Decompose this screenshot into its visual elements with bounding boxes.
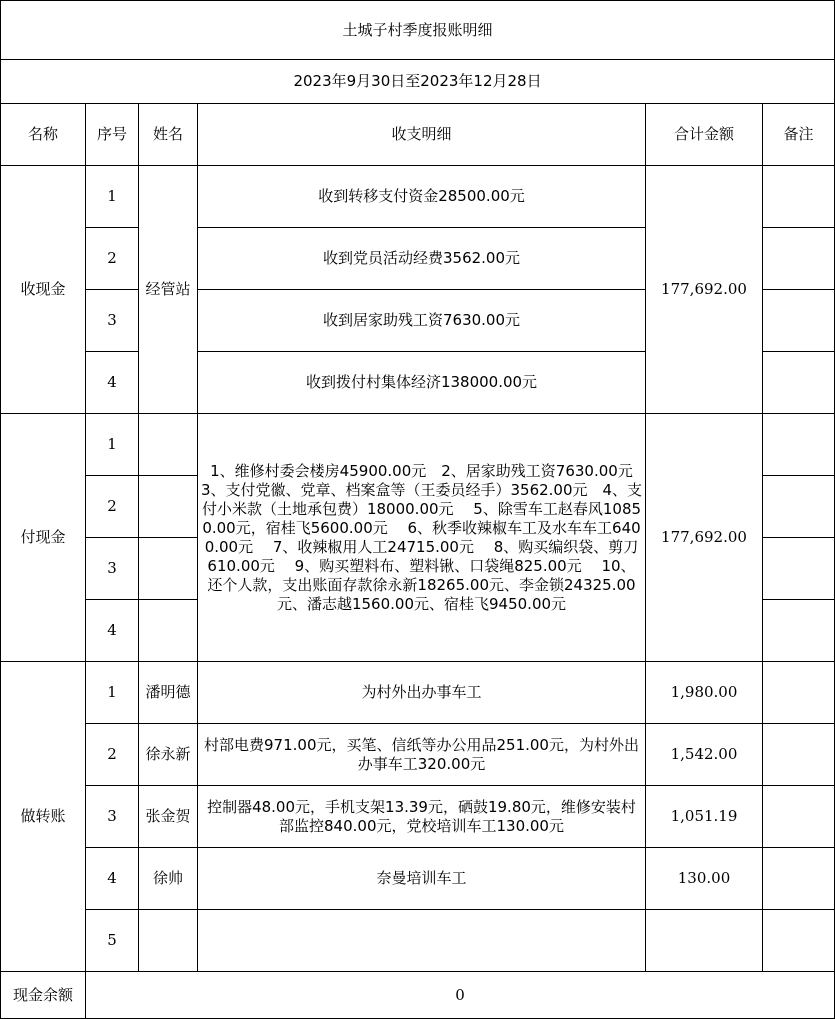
table-row (1, 662, 835, 724)
header-remark: 备注 (763, 104, 835, 166)
report-title: 土城子村季度报账明细 (1, 1, 835, 60)
detail-cell: 收到转移支付资金28500.00元 (198, 166, 646, 228)
seq-cell: 1 (86, 662, 139, 724)
remark-cell (763, 600, 835, 662)
balance-row (1, 972, 835, 1019)
seq-cell: 3 (86, 538, 139, 600)
detail-cell (198, 910, 646, 972)
seq-cell: 2 (86, 476, 139, 538)
person-cell (139, 910, 198, 972)
table-row (1, 910, 835, 972)
table-row (1, 166, 835, 228)
remark-cell (763, 724, 835, 786)
remark-cell (763, 848, 835, 910)
table-row (1, 724, 835, 786)
seq-cell: 2 (86, 724, 139, 786)
amount-cell (646, 910, 763, 972)
remark-cell (763, 910, 835, 972)
total-cell: 177,692.00 (646, 414, 763, 662)
seq-cell: 5 (86, 910, 139, 972)
seq-cell: 4 (86, 848, 139, 910)
detail-cell: 收到拨付村集体经济138000.00元 (198, 352, 646, 414)
seq-cell: 4 (86, 352, 139, 414)
seq-cell: 3 (86, 786, 139, 848)
person-cell: 徐永新 (139, 724, 198, 786)
amount-cell: 130.00 (646, 848, 763, 910)
person-cell: 潘明德 (139, 662, 198, 724)
person-cell (139, 476, 198, 538)
person-cell (139, 538, 198, 600)
remark-cell (763, 476, 835, 538)
remark-cell (763, 662, 835, 724)
seq-cell: 4 (86, 600, 139, 662)
detail-cell: 控制器48.00元，手机支架13.39元，硒鼓19.80元，维修安装村部监控840.00元，党校培训车工130.00元 (198, 786, 646, 848)
detail-cell: 奈曼培训车工 (198, 848, 646, 910)
table-row (1, 414, 835, 476)
category-receive-cash: 收现金 (1, 166, 86, 414)
remark-cell (763, 538, 835, 600)
person-cell (139, 600, 198, 662)
header-person: 姓名 (139, 104, 198, 166)
header-total: 合计金额 (646, 104, 763, 166)
amount-cell: 1,542.00 (646, 724, 763, 786)
person-cell: 经管站 (139, 166, 198, 414)
person-cell: 徐帅 (139, 848, 198, 910)
header-name: 名称 (1, 104, 86, 166)
person-cell: 张金贺 (139, 786, 198, 848)
detail-cell: 收到居家助残工资7630.00元 (198, 290, 646, 352)
remark-cell (763, 786, 835, 848)
total-cell: 177,692.00 (646, 166, 763, 414)
detail-cell: 村部电费971.00元，买笔、信纸等办公用品251.00元，为村外出办事车工320.00元 (198, 724, 646, 786)
detail-cell: 为村外出办事车工 (198, 662, 646, 724)
seq-cell: 3 (86, 290, 139, 352)
seq-cell: 2 (86, 228, 139, 290)
seq-cell: 1 (86, 414, 139, 476)
header-row (1, 104, 835, 166)
date-range: 2023年9月30日至2023年12月28日 (1, 60, 835, 104)
amount-cell: 1,051.19 (646, 786, 763, 848)
remark-cell (763, 290, 835, 352)
balance-label: 现金余额 (1, 972, 86, 1019)
remark-cell (763, 166, 835, 228)
remark-cell (763, 414, 835, 476)
header-detail: 收支明细 (198, 104, 646, 166)
pay-cash-detail: 1、维修村委会楼房45900.00元 2、居家助残工资7630.00元 3、支付党徽、党章、档案盒等（王委员经手）3562.00元 4、支付小米款（土地承包费）18000.00元 5、除雪车工赵春风10850.00元，宿桂飞5600.00元 6、秋季收辣椒车工及水车车工6400.00元 7、收辣椒用人工24715.00元 8、购买编织袋、剪刀610.00元 9、购买塑料布、塑料锹、口袋绳825.00元 10、还个人款，支出账面存款徐永新18265.00元、李金锁24325.00元、潘志越1560.00元、宿桂飞9450.00元 (198, 414, 646, 662)
detail-cell: 收到党员活动经费3562.00元 (198, 228, 646, 290)
header-seq: 序号 (86, 104, 139, 166)
seq-cell: 1 (86, 166, 139, 228)
table-row (1, 848, 835, 910)
balance-value: 0 (86, 972, 835, 1019)
category-pay-cash: 付现金 (1, 414, 86, 662)
person-cell (139, 414, 198, 476)
remark-cell (763, 352, 835, 414)
amount-cell: 1,980.00 (646, 662, 763, 724)
remark-cell (763, 228, 835, 290)
category-transfer: 做转账 (1, 662, 86, 972)
table-row (1, 786, 835, 848)
